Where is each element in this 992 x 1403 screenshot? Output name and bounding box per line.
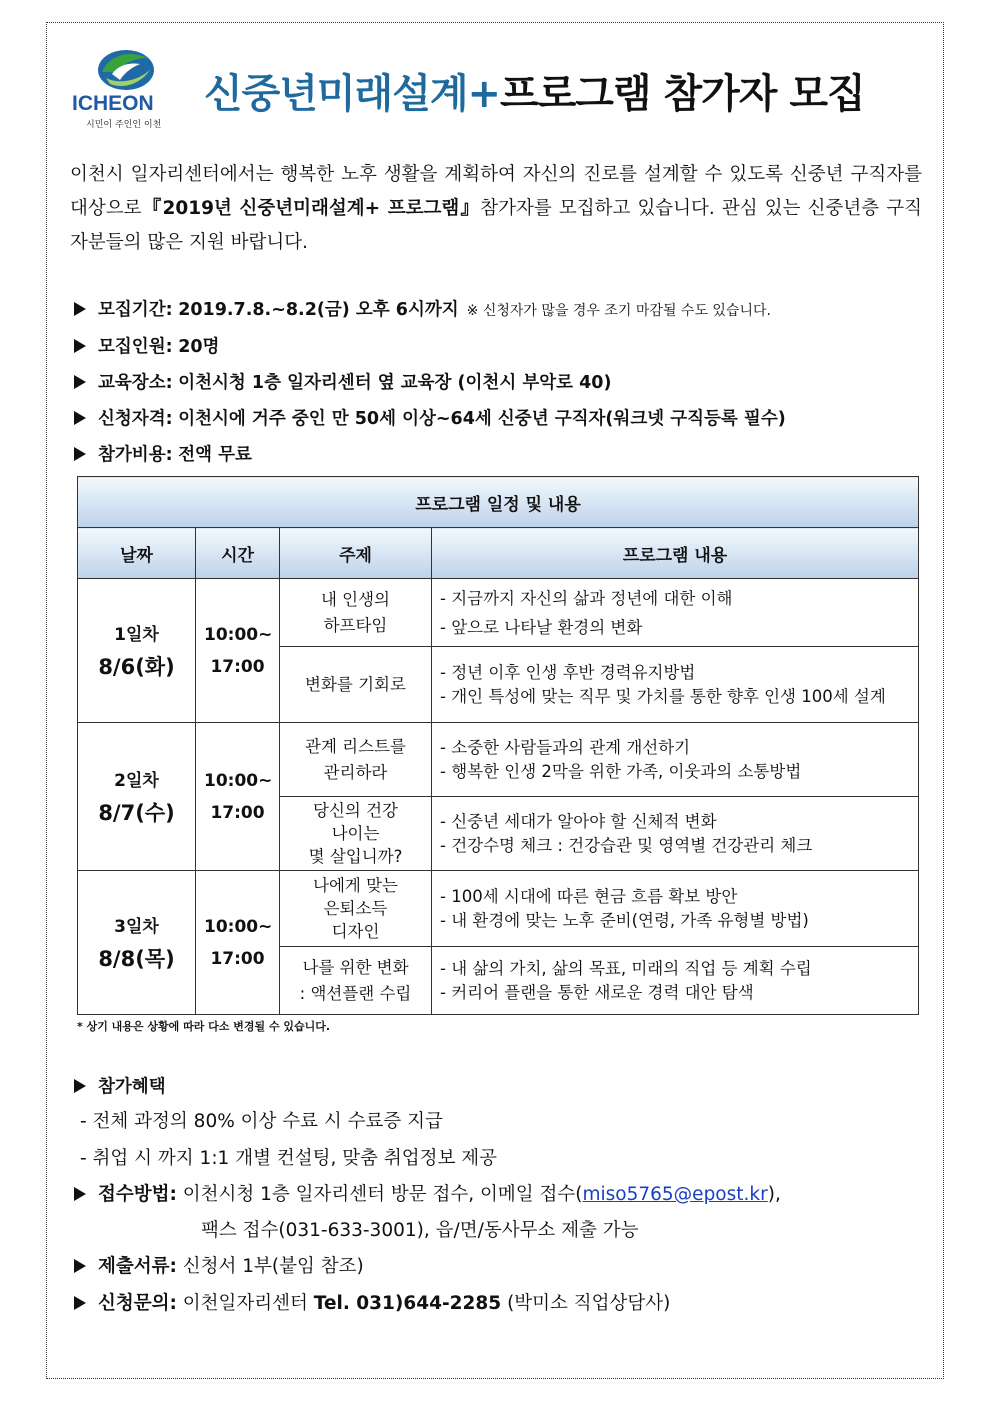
table-row [78,723,919,797]
info-label: 접수방법: [98,1184,177,1205]
icheon-logo-mark [96,48,156,92]
topic-cell: 나에게 맞는 은퇴소득 디자인 [280,871,432,947]
info-label: 모집인원: [98,337,173,357]
info-label: 교육장소: [98,373,173,393]
benefit-item: - 전체 과정의 80% 이상 수료 시 수료증 지급 [80,1111,443,1132]
day-date: 8/8(목) [98,947,175,971]
topic-cell: 관계 리스트를 관리하라 [280,723,432,797]
info-cost [74,441,252,466]
apply-method [74,1180,781,1206]
day-label: 2일차 [114,771,159,791]
info-note: ※ 신청자가 많을 경우 조기 마감될 수도 있습니다. [466,303,771,319]
time-start: 10:00~ [204,770,273,791]
intro-text-c: 참가자를 모집하고 있습니다. 관심 있는 신중년층 구직자분들의 많은 지원 바랍니다. [70,198,922,253]
arrow-icon [74,447,86,461]
arrow-icon [74,375,86,389]
info-label: 참가비용: [98,445,173,465]
time-start: 10:00~ [204,916,273,937]
info-value: 이천시에 거주 중인 만 50세 이상~64세 신중년 구직자(워크넷 구직등록 필수) [178,409,786,429]
contact-center: 이천일자리센터 [182,1293,308,1314]
intro-program-name: 『2019년 신중년미래설계+ 프로그램』 [141,198,481,219]
time-cell [196,871,280,1015]
info-recruit-count [74,333,219,358]
logo-wordmark: ICHEON [72,92,154,115]
topic-cell: 내 인생의 하프타임 [280,579,432,647]
info-label: 참가혜택 [98,1077,166,1097]
content-cell: - 지금까지 자신의 삶과 정년에 대한 이해 - 앞으로 나타날 환경의 변화 [432,579,919,647]
apply-method-line2: 팩스 접수(031-633-3001), 읍/면/동사무소 제출 가능 [201,1220,639,1241]
info-value: 전액 무료 [178,445,252,465]
info-label: 신청자격: [98,409,173,429]
topic-cell: 당신의 건강 나이는 몇 살입니까? [280,797,432,871]
content-cell: - 내 삶의 가치, 삶의 목표, 미래의 직업 등 계획 수립 - 커리어 플랜을 통한 새로운 경력 대안 탐색 [432,947,919,1015]
day-cell [78,723,196,871]
info-eligibility [74,405,786,430]
topic-cell: 나를 위한 변화 : 액션플랜 수립 [280,947,432,1015]
time-end: 17:00 [210,802,265,823]
day-label: 3일차 [114,917,159,937]
day-date: 8/6(화) [98,655,175,679]
info-value: 이천시청 1층 일자리센터 옆 교육장 (이천시 부악로 40) [178,373,612,393]
benefit-item: - 취업 시 까지 1:1 개별 컨설팅, 맞춤 취업정보 제공 [80,1148,497,1169]
time-end: 17:00 [210,656,265,677]
content-cell: - 신중년 세대가 알아야 할 신체적 변화 - 건강수명 체크 : 건강습관 및 영역별 건강관리 체크 [432,797,919,871]
table-footnote: * 상기 내용은 상황에 따라 다소 변경될 수 있습니다. [77,1020,331,1033]
time-cell [196,579,280,723]
header-content: 프로그램 내용 [432,528,919,579]
info-label: 모집기간: [98,300,173,320]
contact-info [74,1289,670,1315]
apply-text: 이천시청 1층 일자리센터 방문 접수, 이메일 접수( [182,1184,583,1205]
info-location [74,369,611,394]
table-header-row [78,528,919,579]
submit-docs [74,1252,364,1278]
header-date: 날짜 [78,528,196,579]
content-cell: - 100세 시대에 따른 현금 흐름 확보 방안 - 내 환경에 맞는 노후 준비(연령, 가족 유형별 방법) [432,871,919,947]
apply-text-end: ), [767,1184,781,1205]
arrow-icon [74,1079,86,1093]
day-date: 8/7(수) [98,801,175,825]
header-topic: 주제 [280,528,432,579]
info-value: 20명 [178,337,220,357]
info-recruit-period [74,296,771,321]
arrow-icon [74,339,86,353]
table-row [78,579,919,647]
icheon-logo [72,48,184,132]
page-title [204,62,865,119]
arrow-icon [74,1187,86,1201]
time-cell [196,723,280,871]
time-end: 17:00 [210,948,265,969]
info-value: 신청서 1부(붙임 참조) [182,1256,364,1277]
day-cell [78,871,196,1015]
info-value: 2019.7.8.~8.2(금) 오후 6시까지 [178,300,459,320]
intro-text-a: 이천시 일자리센터에서는 행복한 노후 생활을 계획하여 자신의 진로를 설계할 수 있도록 신중년 구직자를 대상으로 [70,164,922,219]
intro-paragraph [70,158,922,260]
day-cell [78,579,196,723]
schedule-table [77,476,919,1015]
content-cell: - 정년 이후 인생 후반 경력유지방법 - 개인 특성에 맞는 직무 및 가치를 통한 향후 인생 100세 설계 [432,647,919,723]
title-rest: 프로그램 참가자 모집 [500,71,865,117]
header-time: 시간 [196,528,280,579]
table-row [78,871,919,947]
content-cell: - 소중한 사람들과의 관계 개선하기 - 행복한 인생 2막을 위한 가족, 이웃과의 소통방법 [432,723,919,797]
email-link[interactable]: miso5765@epost.kr [582,1184,768,1205]
contact-phone: Tel. 031)644-2285 [313,1293,502,1314]
day-label: 1일차 [114,625,159,645]
table-caption-row [78,477,919,528]
contact-person: (박미소 직업상담사) [507,1293,671,1314]
time-start: 10:00~ [204,624,273,645]
benefits-heading [74,1073,166,1098]
arrow-icon [74,1296,86,1310]
arrow-icon [74,411,86,425]
arrow-icon [74,302,86,316]
info-label: 신청문의: [98,1293,177,1314]
table-caption: 프로그램 일정 및 내용 [78,477,919,528]
title-highlight: 신중년미래설계+ [204,71,500,117]
arrow-icon [74,1259,86,1273]
topic-cell: 변화를 기회로 [280,647,432,723]
logo-slogan: 시민이 주인인 이천 [86,120,162,130]
info-label: 제출서류: [98,1256,177,1277]
